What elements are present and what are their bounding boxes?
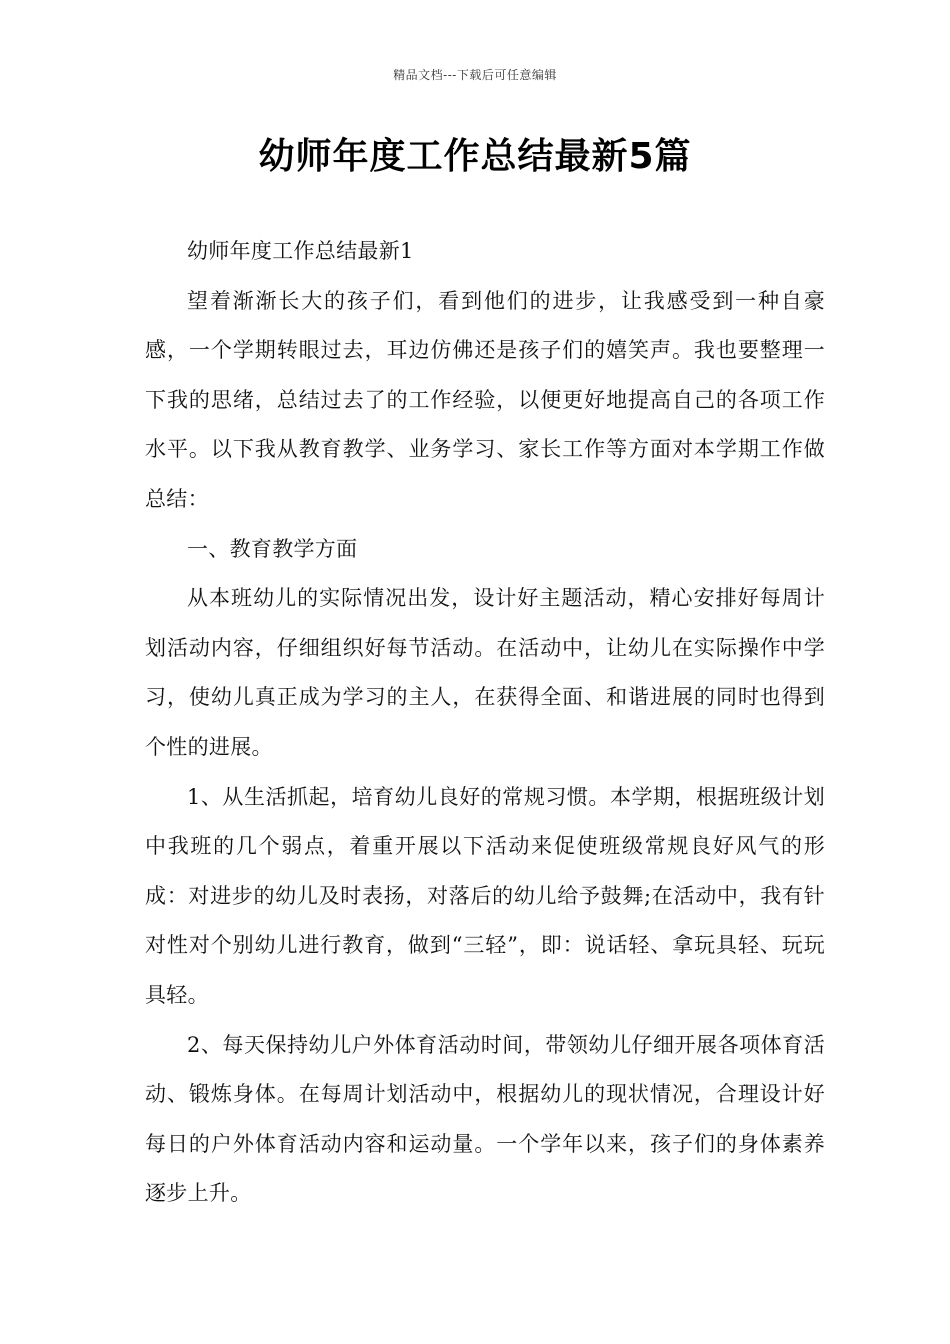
paragraph: 1、从生活抓起，培育幼儿良好的常规习惯。本学期，根据班级计划中我班的几个弱点，着重开展以下活动来促使班级常规良好风气的形成：对进步的幼儿及时表扬，对落后的幼儿给予鼓舞;在活动中，我有针对性对个别幼儿进行教育，做到“三轻”，即：说话轻、拿玩具轻、玩玩具轻。 (145, 784, 825, 1007)
header-note: 精品文档---下载后可任意编辑 (393, 68, 557, 82)
paragraph: 2、每天保持幼儿户外体育活动时间，带领幼儿仔细开展各项体育活动、锻炼身体。在每周计划活动中，根据幼儿的现状情况，合理设计好每日的户外体育活动内容和运动量。一个学年以来，孩子们的身体素养逐步上升。 (145, 1032, 825, 1206)
document-body (145, 227, 825, 1219)
section-heading: 一、教育教学方面 (187, 536, 358, 561)
section-heading: 幼师年度工作总结最新1 (187, 239, 414, 263)
paragraph: 望着渐渐长大的孩子们，看到他们的进步，让我感受到一种自豪感，一个学期转眼过去，耳边仿佛还是孩子们的嬉笑声。我也要整理一下我的思绪，总结过去了的工作经验，以便更好地提高自己的各项工作水平。以下我从教育教学、业务学习、家长工作等方面对本学期工作做总结： (145, 288, 825, 511)
paragraph: 从本班幼儿的实际情况出发，设计好主题活动，精心安排好每周计划活动内容，仔细组织好每节活动。在活动中，让幼儿在实际操作中学习，使幼儿真正成为学习的主人，在获得全面、和谐进展的同时也得到个性的进展。 (145, 586, 825, 759)
document-title: 幼师年度工作总结最新5篇 (258, 136, 692, 177)
